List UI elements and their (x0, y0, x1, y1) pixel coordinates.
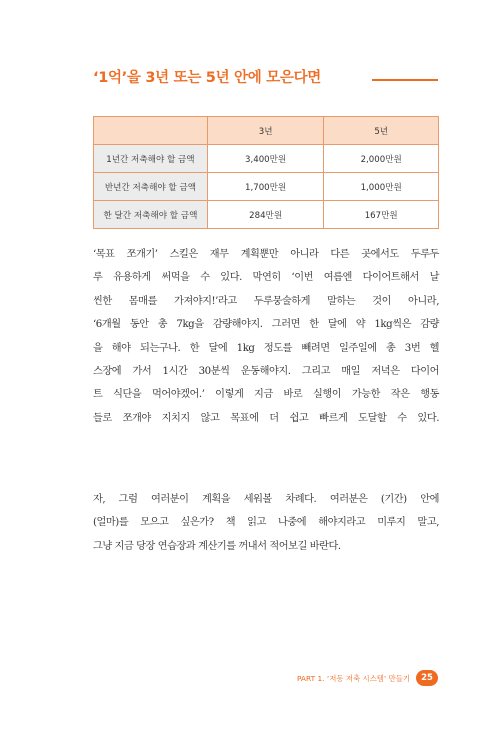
text-line: 들로 쪼개야 지치지 않고 목표에 더 쉽고 빠르게 도달할 수 있다. (93, 412, 439, 424)
section-heading: ‘1억’을 3년 또는 5년 안에 모은다면 (93, 70, 322, 86)
table-header-cell: 5년 (324, 117, 439, 145)
text-line: 자, 그럼 여러분이 계획을 세워볼 차례다. 여러분은 (기간) 안에 (93, 494, 439, 505)
table-header-cell (94, 117, 208, 145)
body-paragraph (93, 488, 439, 558)
table-row-label: 1년간 저축해야 할 금액 (94, 145, 208, 173)
table-cell: 1,700만원 (207, 173, 324, 201)
table-row-label: 한 달간 저축해야 할 금액 (94, 201, 208, 229)
table-cell: 2,000만원 (324, 145, 439, 173)
heading-rule (372, 79, 438, 81)
text-line: 을 해야 되는구나. 한 달에 1kg 정도를 빼려면 일주일에 총 3번 헬 (93, 342, 439, 354)
table-cell: 1,000만원 (324, 173, 439, 201)
footer-title: PART 1. ‘저동 저축 시스템’ 만들기 (296, 673, 410, 683)
text-line: 스장에 가서 1시간 30분씩 운동해야지. 그리고 매일 저녁은 다이어 (93, 366, 439, 378)
table-cell: 3,400만원 (207, 145, 324, 173)
table-cell: 167만원 (324, 201, 439, 229)
savings-table (93, 116, 439, 229)
table-header-row (94, 117, 439, 145)
table-row (94, 145, 439, 173)
text-line: 씬한 몸매를 가져야지!’라고 두루뭉술하게 말하는 것이 아니라, (93, 295, 439, 307)
page-footer (297, 670, 438, 686)
table-row (94, 173, 439, 201)
text-line: ‘6개월 동안 총 7kg을 감량해야지. 그러면 한 달에 약 1kg씩은 감량 (93, 319, 439, 331)
body-paragraph (93, 243, 439, 430)
text-line: 트 식단을 먹어야겠어.’ 이렇게 지금 바로 실행이 가능한 작은 행동 (93, 389, 439, 401)
page-number-badge: 25 (416, 670, 438, 686)
text-line: 루 유용하게 써먹을 수 있다. 막연히 ‘이번 여름엔 다이어트해서 날 (93, 272, 439, 284)
text-line: ‘목표 쪼개기’ 스킬은 재무 계획뿐만 아니라 다른 곳에서도 두루두 (93, 249, 439, 260)
table-row-label: 반년간 저축해야 할 금액 (94, 173, 208, 201)
table-cell: 284만원 (207, 201, 324, 229)
text-line: (얼마)를 모으고 싶은가? 책 읽고 나중에 해야지라고 미루지 말고, (93, 517, 439, 529)
text-line: 그냥 지금 당장 연습장과 계산기를 꺼내서 적어보길 바란다. (93, 540, 341, 552)
table-header-cell: 3년 (207, 117, 324, 145)
table-row (94, 201, 439, 229)
